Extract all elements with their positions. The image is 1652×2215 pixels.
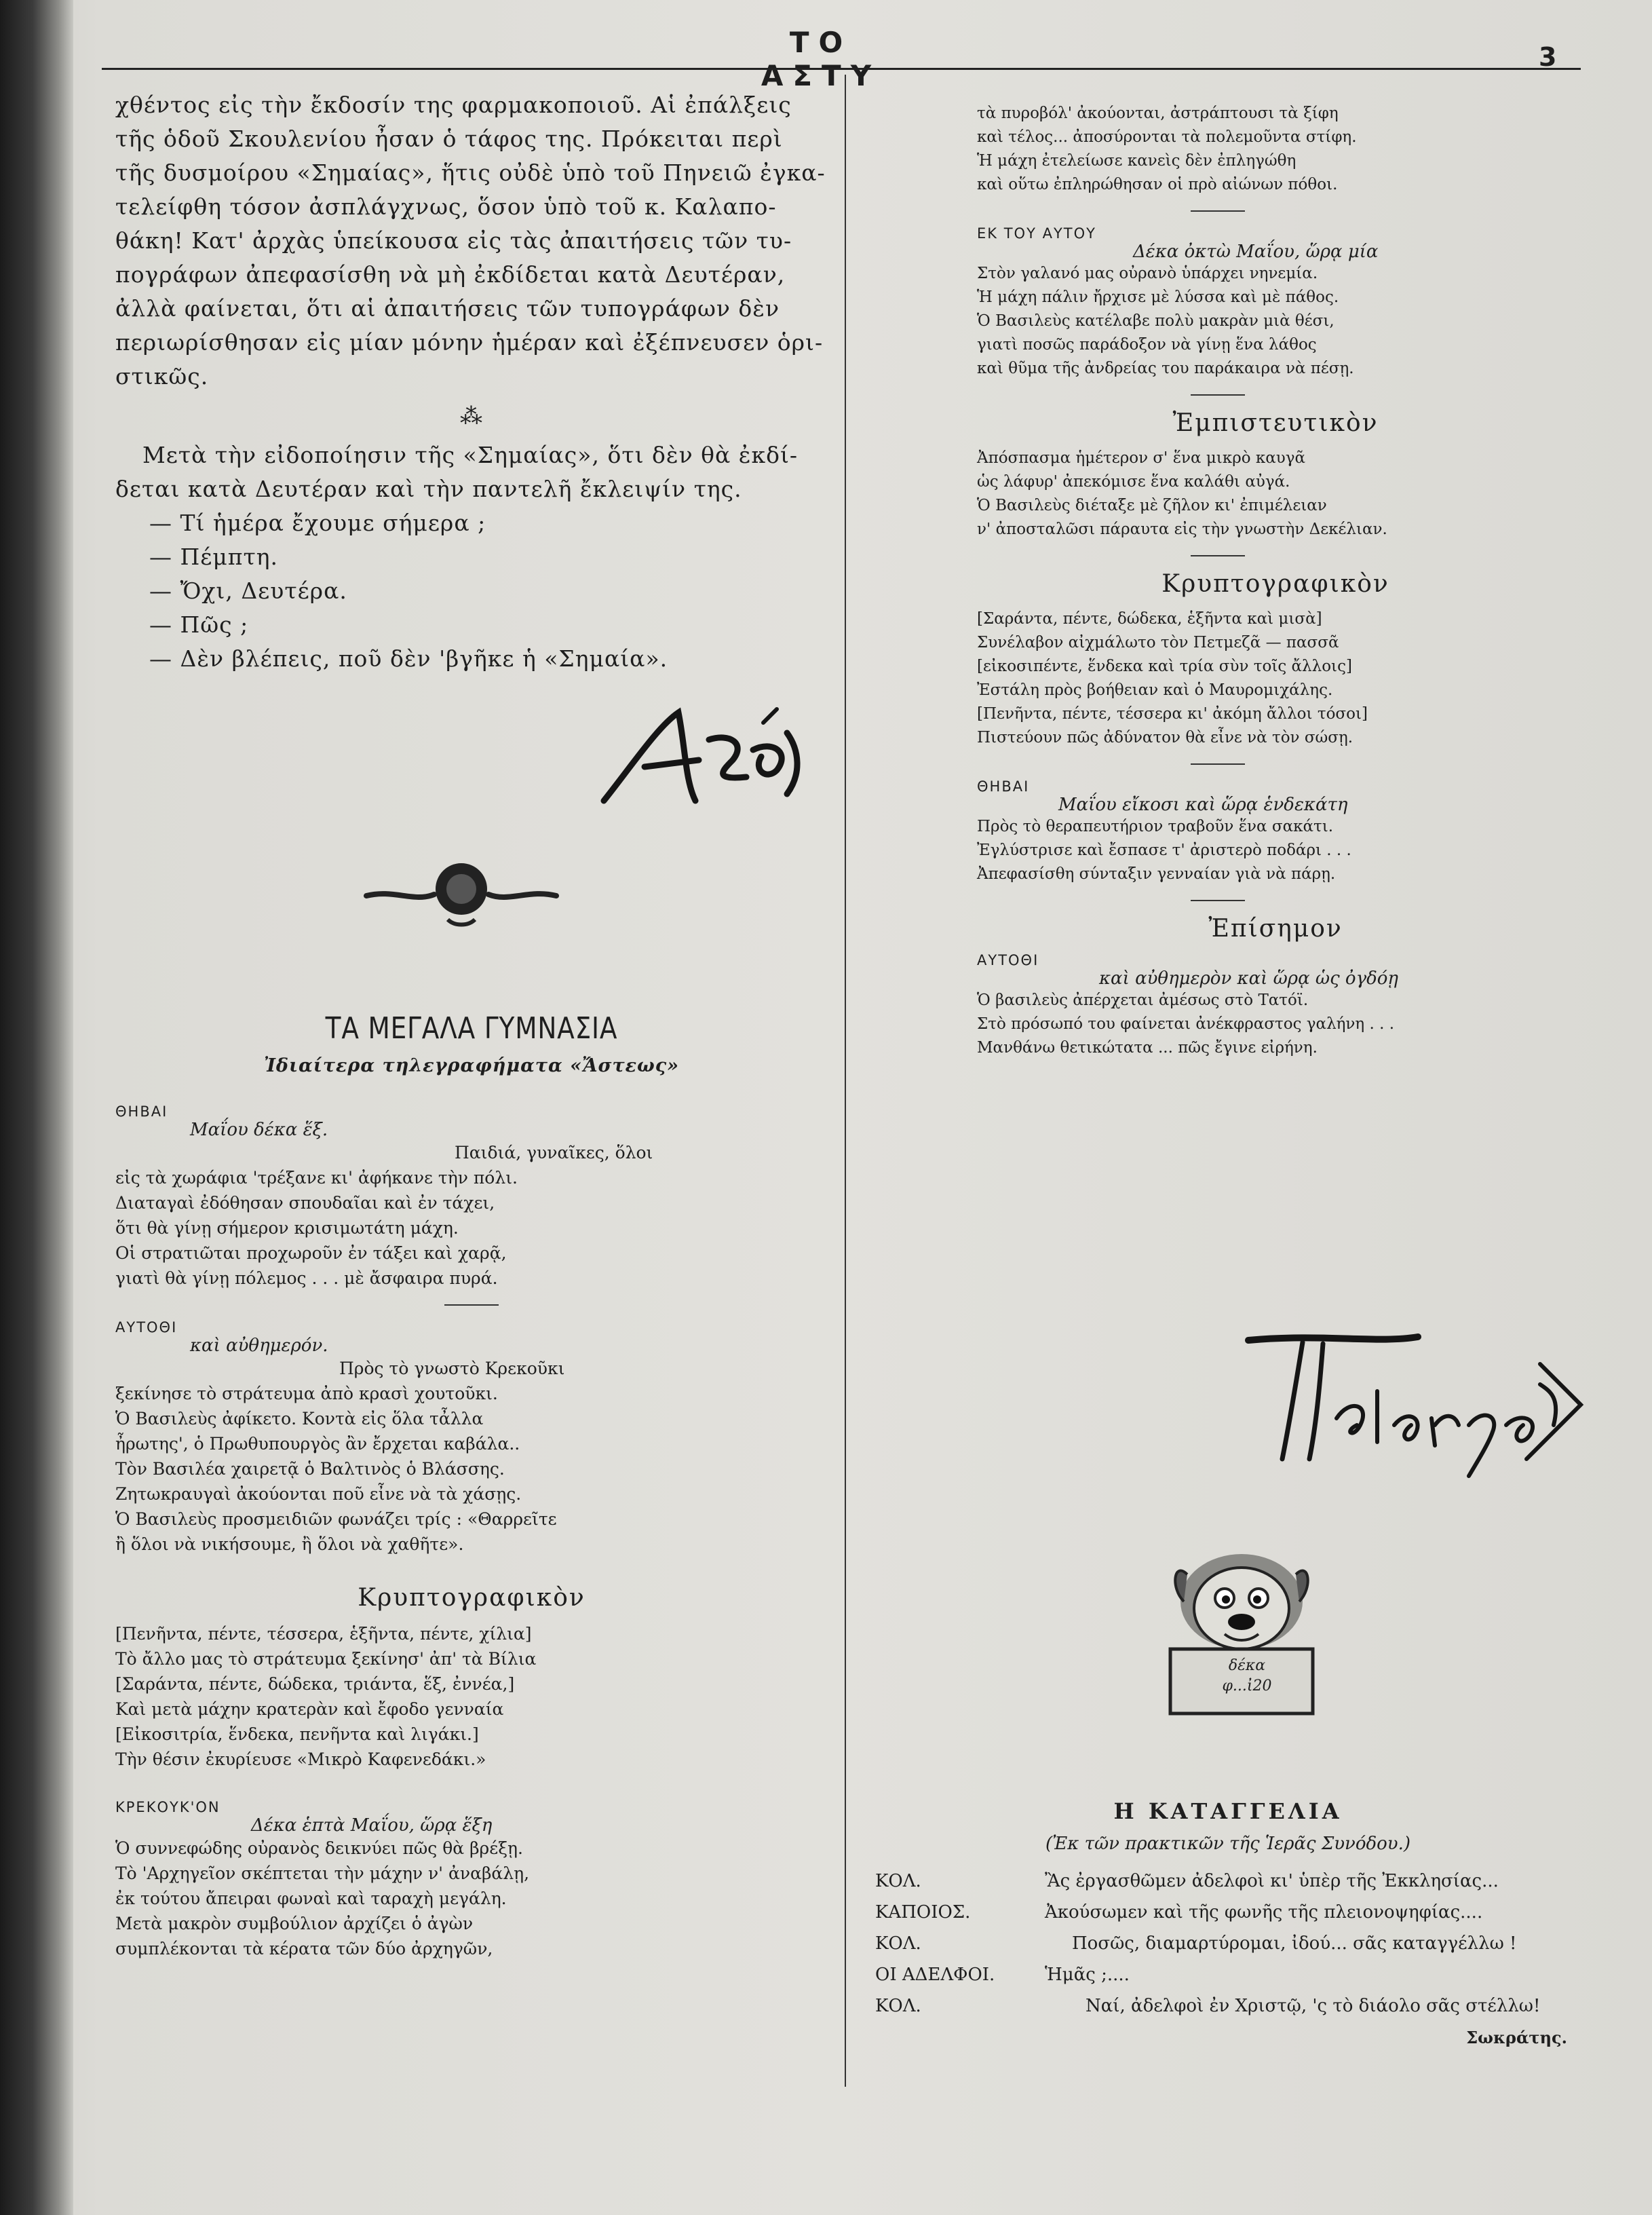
dateline-place: ΕΚ ΤΟΥ ΑΥΤΟΥ: [977, 225, 1096, 242]
line: Ποσῶς, διαμαρτύρομαι, ἰδού... σᾶς καταγγέλλω !: [1072, 1933, 1517, 1954]
text-line: Ὁ βασιλεὺς ἀπέρχεται ἀμέσως στὸ Τατόϊ.: [977, 991, 1309, 1009]
text-line: Παιδιά, γυναῖκες, ὅλοι: [455, 1143, 653, 1162]
masthead: ΤΟ ΑΣΤΥ: [761, 26, 881, 92]
text-line: τῆς ὁδοῦ Σκουλενίου ἦσαν ὁ τάφος της. Πρόκειται περὶ: [115, 126, 783, 152]
text-line: τελείφθη τόσον ἀσπλάγχνως, ὅσον ὑπὸ τοῦ κ. Καλαπο-: [115, 193, 777, 220]
dateline-date: Δέκα ὀκτὼ Μαΐου, ὥρᾳ μία: [1133, 242, 1379, 262]
separator-rule: [1191, 394, 1245, 396]
dialogue-table: [875, 1868, 1581, 2020]
line: Ἡμᾶς ;....: [1045, 1965, 1130, 1985]
page-number: 3: [1539, 42, 1557, 72]
text-line: Μανθάνω θετικώτατα ... πῶς ἔγινε εἰρήνη.: [977, 1039, 1318, 1057]
speaker: ΚΟΛ.: [875, 1996, 921, 2016]
text-line: Διαταγαὶ ἐδόθησαν σπουδαῖαι καὶ ἐν τάχει,: [115, 1193, 495, 1213]
text-line: Ὁ Βασιλεὺς διέταξε μὲ ζῆλον κι' ἐπιμέλειαν: [977, 497, 1327, 514]
text-line: τὰ πυροβόλ' ἀκούονται, ἀστράπτουσι τὰ ξίφη: [977, 105, 1339, 122]
text-line: [Σαράντα, πέντε, δώδεκα, τριάντα, ἕξ, ἐννέα,]: [115, 1674, 515, 1694]
text-line: Μετὰ μακρὸν συμβούλιον ἀρχίζει ὁ ἀγὼν: [115, 1914, 474, 1933]
text-line: Οἱ στρατιῶται προχωροῦν ἐν τάξει καὶ χαρᾷ,: [115, 1243, 507, 1263]
left-column: [115, 88, 828, 1958]
text-line: συμπλέκονται τὰ κέρατα τῶν δύο ἀρχηγῶν,: [115, 1939, 493, 1958]
text-line: ξεκίνησε τὸ στράτευμα ἀπὸ κρασὶ χουτοῦκι.: [115, 1384, 498, 1403]
text-line: Πιστεύουν πῶς ἀδύνατον θὰ εἶνε νὰ τὸν σώσῃ.: [977, 729, 1353, 746]
text-line: γιατὶ θὰ γίνῃ πόλεμος . . . μὲ ἄσφαιρα πυρά.: [115, 1268, 498, 1288]
dateline-place: ΑΥΤΟΘΙ: [977, 952, 1039, 968]
text-line: Τὸν Βασιλέα χαιρετᾷ ὁ Βαλτινὸς ὁ Βλάσσης.: [115, 1459, 505, 1479]
separator-rule: [1191, 210, 1245, 212]
article-headline: Η ΚΑΤΑΓΓΕΛΙΑ: [1113, 1798, 1343, 1824]
text-line: [Πενῆντα, πέντε, τέσσερα κι' ἀκόμη ἄλλοι τόσοι]: [977, 705, 1368, 723]
section-title: Κρυπτογραφικὸν: [1161, 570, 1389, 598]
text-line: ἀλλὰ φαίνεται, ὅτι αἱ ἀπαιτήσεις τῶν τυπογράφων δὲν: [115, 295, 780, 322]
text-line: ἦρωτης', ὁ Πρωθυπουργὸς ἂν ἔρχεται καβάλα..: [115, 1434, 520, 1454]
dateline-date: καὶ αὐθημερὸν καὶ ὥρᾳ ὡς ὀγδόῃ: [1099, 968, 1398, 989]
dateline-place: ΚΡΕΚΟΥΚ'ΟΝ: [115, 1799, 220, 1815]
text-line: χθέντος εἰς τὴν ἔκδοσίν της φαρμακοποιοῦ. Αἱ ἐπάλξεις: [115, 92, 792, 118]
text-line: Στὸ πρόσωπό του φαίνεται ἀνέκφραστος γαλήνη . . .: [977, 1015, 1395, 1033]
gymnasia-article: [115, 1011, 828, 1961]
dateline-date: καὶ αὐθημερόν.: [190, 1336, 328, 1356]
text-line: Ἡ μάχη πάλιν ἤρχισε μὲ λύσσα καὶ μὲ πάθος.: [977, 288, 1339, 306]
text-line: [Εἰκοσιτρία, ἕνδεκα, πενῆντα καὶ λιγάκι.]: [115, 1724, 479, 1744]
dog-sign-text: δέκα φ...ἰ20: [1222, 1657, 1272, 1695]
text-line: ὡς λάφυρ' ἀπεκόμισε ἕνα καλάθι αὐγά.: [977, 473, 1290, 491]
text-line: θάκη! Κατ' ἀρχὰς ὑπείκουσα εἰς τὰς ἀπαιτήσεις τῶν τυ-: [115, 227, 792, 254]
dispatch-2: [862, 409, 1574, 542]
text-line: Ἐγλύστρισε καὶ ἔσπασε τ' ἀριστερὸ ποδάρι . . .: [977, 841, 1351, 859]
text-line: Ὁ συννεφώδης οὐρανὸς δεικνύει πῶς θὰ βρέξῃ.: [115, 1838, 523, 1858]
dialogue: [115, 438, 828, 676]
separator-rule: [1191, 900, 1245, 901]
article-subheadline: (Ἐκ τῶν πρακτικῶν τῆς Ἱερᾶς Συνόδου.): [1045, 1834, 1411, 1854]
text-line: Καὶ μετὰ μάχην κρατερὰν καὶ ἔφοδο γενναία: [115, 1699, 504, 1719]
text-line: Τὴν θέσιν ἐκυρίευσε «Μικρὸ Καφενεδάκι.»: [115, 1749, 486, 1769]
text-line: ἢ ὅλοι νὰ νικήσουμε, ἢ ὅλοι νὰ χαθῆτε».: [115, 1534, 464, 1554]
text-line: — Πῶς ;: [149, 611, 249, 638]
section-title: Ἐπίσημον: [1208, 915, 1343, 943]
continued-text: [862, 102, 1574, 197]
dispatch-5: [862, 915, 1574, 1060]
text-line: Ἀπεφασίσθη σύνταξιν γενναίαν γιὰ νὰ πάρῃ.: [977, 865, 1336, 883]
text-line: Ὁ Βασιλεὺς ἀφίκετο. Κοντὰ εἰς ὅλα τἆλλα: [115, 1409, 484, 1428]
dateline-date: Δέκα ἑπτὰ Μαΐου, ὥρᾳ ἕξη: [251, 1815, 493, 1836]
text-line: Ζητωκραυγαὶ ἀκούονται ποῦ εἶνε νὰ τὰ χάσῃς.: [115, 1484, 522, 1504]
text-line: Στὸν γαλανό μας οὐρανὸ ὑπάρχει νηνεμία.: [977, 265, 1318, 282]
text-line: ν' ἀποσταλῶσι πάραυτα εἰς τὴν γνωστὴν Δεκέλιαν.: [977, 520, 1387, 538]
opening-article: [115, 88, 828, 394]
speaker: ΚΟΛ.: [875, 1933, 921, 1954]
text-line: τῆς δυσμοίρου «Σημαίας», ἥτις οὐδὲ ὑπὸ τοῦ Πηνειῶ ἐγκα-: [115, 159, 826, 186]
text-line: Ἀπόσπασμα ἡμέτερον σ' ἕνα μικρὸ καυγᾶ: [977, 449, 1306, 467]
text-line: ὅτι θὰ γίνῃ σήμερον κρισιμωτάτη μάχη.: [115, 1218, 459, 1238]
text-line: Ἡ μάχη ἐτελείωσε κανεὶς δὲν ἐπληγώθη: [977, 152, 1296, 170]
line: Ἀκούσωμεν καὶ τῆς φωνῆς τῆς πλειονοψηφίας....: [1045, 1902, 1483, 1923]
column-rule: [845, 75, 846, 2087]
text-line: [εἰκοσιπέντε, ἕνδεκα καὶ τρία σὺν τοῖς ἄλλοις]: [977, 658, 1352, 675]
speaker: ΚΟΛ.: [875, 1871, 921, 1891]
speaker: ΟΙ ΑΔΕΛΦΟΙ.: [875, 1965, 995, 1985]
text-line: καὶ οὕτω ἐπληρώθησαν οἱ πρὸ αἰώνων πόθοι.: [977, 176, 1338, 193]
dateline-place: ΑΥΤΟΘΙ: [115, 1319, 178, 1336]
dispatch-3: [862, 570, 1574, 750]
text-line: — Τί ἡμέρα ἔχουμε σήμερα ;: [149, 510, 486, 536]
line: Ἂς ἐργασθῶμεν ἀδελφοὶ κι' ὑπὲρ τῆς Ἐκκλησίας...: [1045, 1871, 1499, 1891]
dateline-place: ΘΗΒΑΙ: [115, 1103, 168, 1120]
text-line: δεται κατὰ Δευτέραν καὶ τὴν παντελῆ ἔκλειψίν της.: [115, 476, 742, 502]
text-line: Μετὰ τὴν εἰδοποίησιν τῆς «Σημαίας», ὅτι δὲν θὰ ἐκδί-: [142, 442, 799, 468]
dispatch-1: [862, 225, 1574, 381]
separator-rule: [1191, 555, 1245, 556]
section-title: Ἐμπιστευτικὸν: [1172, 409, 1379, 437]
text-line: στικῶς.: [115, 363, 209, 390]
text-line: Ὁ Βασιλεὺς κατέλαβε πολὺ μακρὰν μιὰ θέσι,: [977, 312, 1334, 330]
text-line: Συνέλαβον αἰχμάλωτο τὸν Πετμεζᾶ — πασσᾶ: [977, 634, 1339, 651]
separator-rule: [1191, 763, 1245, 765]
text-line: Ὁ Βασιλεὺς προσμειδιῶν φωνάζει τρίς : «Θαρρεῖτε: [115, 1509, 557, 1529]
dateline-date: Μαΐου εἴκοσι καὶ ὥρᾳ ἑνδεκάτη: [1058, 795, 1348, 815]
dateline-place: ΘΗΒΑΙ: [977, 778, 1030, 795]
text-line: [Σαράντα, πέντε, δώδεκα, ἑξῆντα καὶ μισὰ]: [977, 610, 1322, 628]
right-column: [862, 102, 1574, 1060]
text-line: Πρὸς τὸ γνωστὸ Κρεκοῦκι: [339, 1359, 565, 1378]
article-subheadline: Ἰδιαίτερα τηλεγραφήματα «Ἄστεως»: [263, 1055, 680, 1076]
text-line: — Πέμπτη.: [149, 544, 279, 570]
katangelia-article: [875, 1798, 1581, 2047]
author-signature: Σωκράτης.: [1466, 2028, 1567, 2047]
text-line: περιωρίσθησαν εἰς μίαν μόνην ἡμέραν καὶ ἐξέπνευσεν ὁρι-: [115, 329, 824, 356]
text-line: πογράφων ἀπεφασίσθη νὰ μὴ ἐκδίδεται κατὰ Δευτέραν,: [115, 261, 786, 288]
article-headline: ΤΑ ΜΕΓΑΛΑ ΓΥΜΝΑΣΙΑ: [325, 1011, 618, 1046]
text-line: — Δὲν βλέπεις, ποῦ δὲν 'βγῆκε ἡ «Σημαία».: [149, 645, 668, 672]
asterism-icon: ⁂: [460, 402, 483, 429]
text-line: — Ὄχι, Δευτέρα.: [149, 578, 347, 604]
text-line: ἐκ τούτου ἄπειραι φωναὶ καὶ ταραχὴ μεγάλη.: [115, 1889, 507, 1908]
text-line: Τὸ ἄλλο μας τὸ στράτευμα ξεκίνησ' ἀπ' τὰ Βίλια: [115, 1649, 537, 1669]
text-line: Ἐστάλη πρὸς βοήθειαν καὶ ὁ Μαυρομιχάλης.: [977, 681, 1333, 699]
text-line: [Πενῆντα, πέντε, τέσσερα, ἑξῆντα, πέντε, χίλια]: [115, 1624, 532, 1644]
text-line: Τὸ 'Αρχηγεῖον σκέπτεται τὴν μάχην ν' ἀναβάλῃ,: [115, 1863, 530, 1883]
text-line: γιατὶ ποσῶς παράδοξον νὰ γίνῃ ἕνα λάθος: [977, 336, 1317, 354]
text-line: καὶ θῦμα τῆς ἀνδρείας του παράκαιρα νὰ πέσῃ.: [977, 360, 1354, 377]
dog-cartoon-illustration: [1160, 1547, 1337, 1724]
separator-rule: [444, 1304, 499, 1306]
signature-azos: [583, 685, 807, 821]
line: Ναί, ἀδελφοὶ ἐν Χριστῷ, 'ς τὸ διάολο σᾶς στέλλω!: [1086, 1996, 1541, 2016]
top-rule: [102, 68, 1581, 70]
section-title: Κρυπτογραφικὸν: [358, 1584, 585, 1612]
text-line: καὶ τέλος... ἀποσύρονται τὰ πολεμοῦντα στίφη.: [977, 128, 1357, 146]
dispatch-4: [862, 778, 1574, 886]
speaker: ΚΑΠΟΙΟΣ.: [875, 1902, 971, 1923]
binding-shadow: [0, 0, 73, 2215]
ornament-icon: [360, 855, 563, 930]
dateline-date: Μαΐου δέκα ἕξ.: [190, 1120, 328, 1140]
text-line: Πρὸς τὸ θεραπευτήριον τραβοῦν ἕνα σακάτι.: [977, 818, 1334, 835]
signature-pelargos: [1242, 1323, 1594, 1479]
text-line: εἰς τὰ χωράφια 'τρέξανε κι' ἀφήκανε τὴν πόλι.: [115, 1168, 518, 1188]
